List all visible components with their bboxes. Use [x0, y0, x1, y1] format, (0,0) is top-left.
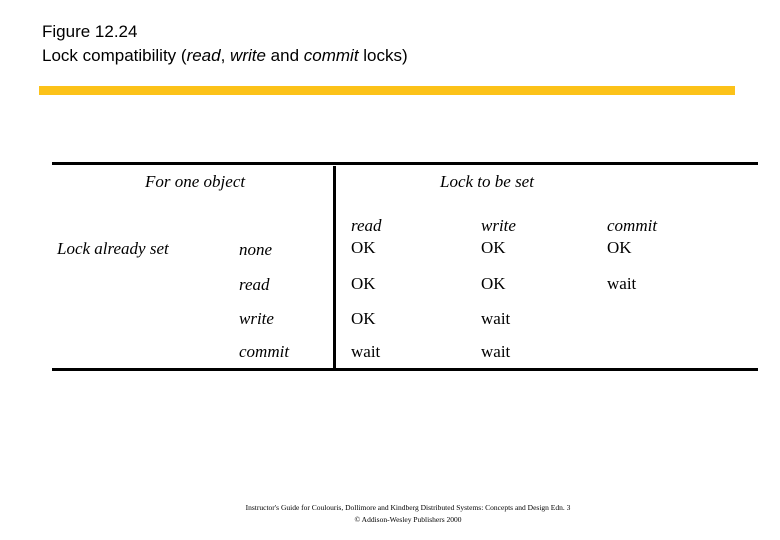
table-vertical-divider — [333, 166, 336, 368]
cell-commit-read: wait — [351, 342, 381, 361]
caption-sep1: , — [220, 46, 231, 65]
caption-sep2: and — [265, 46, 304, 65]
footer-line2: © Addison-Wesley Publishers 2000 — [354, 515, 462, 524]
cell-read-read: OK — [351, 274, 376, 293]
cell-none-commit: OK — [607, 238, 632, 257]
cell-commit-write: wait — [481, 342, 511, 361]
figure-label: Figure 12.24 — [42, 22, 138, 41]
row-label-read: read — [239, 275, 270, 294]
caption-write: write — [230, 46, 266, 65]
cell-none-write: OK — [481, 238, 506, 257]
figure-caption — [42, 44, 408, 68]
cell-write-read: OK — [351, 309, 376, 328]
column-header-write: write — [481, 216, 516, 235]
cell-none-read: OK — [351, 238, 376, 257]
row-label-none: none — [239, 240, 273, 259]
row-label-commit: commit — [239, 342, 290, 361]
caption-commit: commit — [303, 46, 359, 65]
caption-prefix: Lock compatibility ( — [42, 46, 187, 65]
caption-read: read — [186, 46, 221, 65]
row-label-write: write — [239, 309, 274, 328]
table-bottom-border — [52, 368, 758, 371]
accent-band — [39, 86, 735, 95]
table-top-border — [52, 162, 758, 165]
lock-to-be-set-label: Lock to be set — [440, 172, 534, 191]
cell-write-write: wait — [481, 309, 511, 328]
cell-read-commit: wait — [607, 274, 637, 293]
column-header-commit: commit — [607, 216, 658, 235]
corner-label: For one object — [145, 172, 246, 191]
caption-suffix: locks) — [358, 46, 408, 65]
figure-title — [42, 20, 408, 68]
row-group-label: Lock already set — [57, 239, 169, 258]
footer-line1: Instructor's Guide for Coulouris, Dollimore and Kindberg Distributed Systems: Concepts and Design Edn. 3 — [245, 503, 571, 512]
cell-read-write: OK — [481, 274, 506, 293]
footer-credit — [230, 502, 586, 526]
column-header-read: read — [351, 216, 382, 235]
